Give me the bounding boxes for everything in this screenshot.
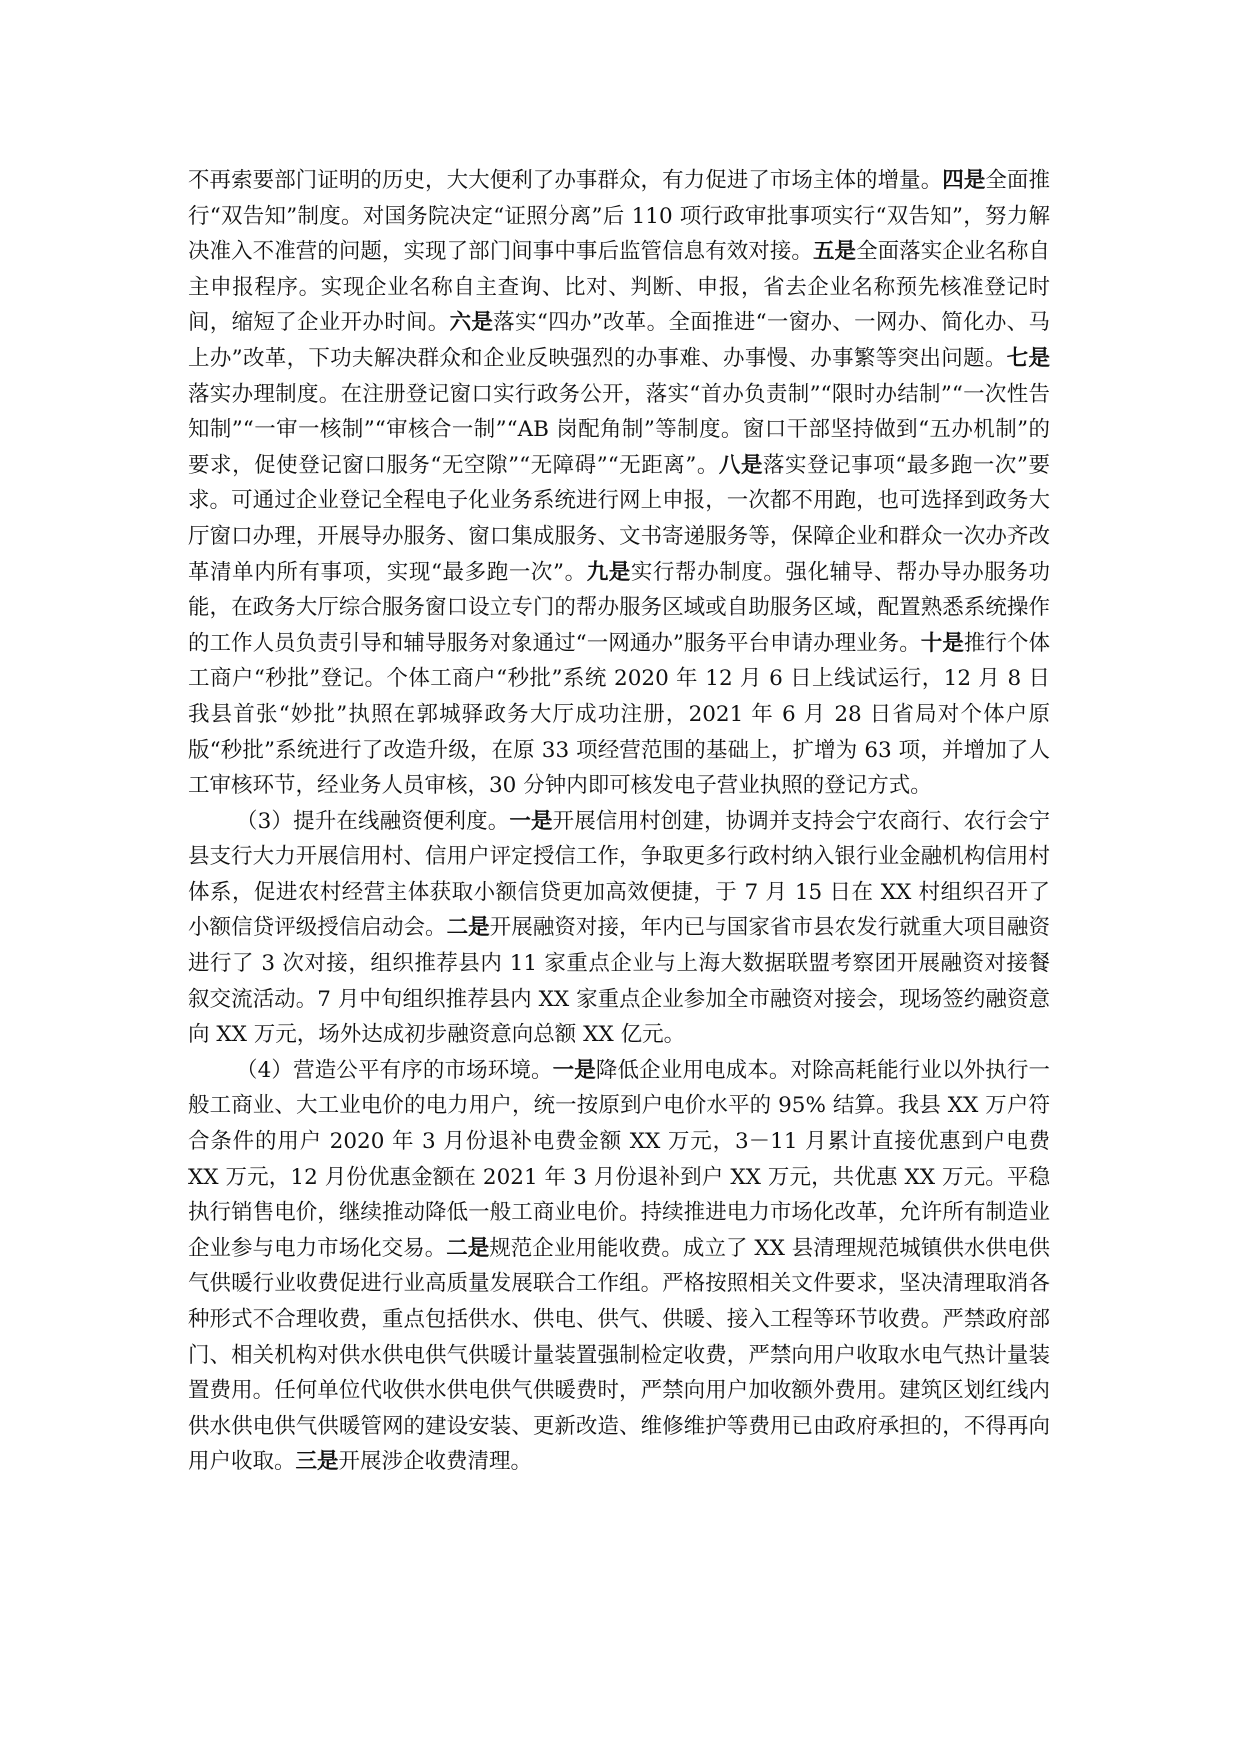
body-text: 全面落实企业名称自主申报程序。实现企业名称自主查询、比对、判断、申报，省去企业名称预先核准登记时间，缩短了企业开办时间。 [188, 239, 1050, 336]
ordinal-lead-text: 九是 [586, 559, 631, 585]
body-text: 落实办理制度。在注册登记窗口实行政务公开，落实“首办负责制”“限时办结制”“一次性告知制”“一审一核制”“审核合一制”“AB 岗配角制”等制度。窗口干部坚持做到“五办机制”的要求，促使登记窗口服务“无空隙”“无障碍”“无距离”。 [188, 381, 1050, 478]
ordinal-lead-text: 六是 [449, 310, 494, 336]
body-text: 落实登记事项“最多跑一次”要求。可通过企业登记全程电子化业务系统进行网上申报，一次都不用跑，也可选择到政务大厅窗口办理，开展导办服务、窗口集成服务、文书寄递服务等，保障企业和群众一次办齐改革清单内所有事项，实现“最多跑一次”。 [188, 452, 1050, 585]
body-text: 全面推行“双告知”制度。对国务院决定“证照分离”后 110 项行政审批事项实行“双告知”，努力解决准入不准营的问题，实现了部门间事中事后监管信息有效对接。 [188, 168, 1050, 265]
ordinal-lead-text: 五是 [812, 239, 857, 265]
paragraph-market-environment [188, 1053, 1050, 1480]
body-text: 降低企业用电成本。对除高耗能行业以外执行一般工商业、大工业电价的电力用户，统一按原到户电价水平的 95% 结算。我县 XX 万户符合条件的用户 2020 年 3 月份退补电费金额 XX 万元，3－11 月累计直接优惠到户电费 XX 万元，12 月份优惠金额在 2021 年 3 月份退补到户 XX 万元，共优惠 XX 万元。平稳执行销售电价，继续推动降低一般工商业电价。持续推进电力市场化改革，允许所有制造业企业参与电力市场化交易。 [188, 1057, 1050, 1261]
ordinal-lead-text: 八是 [718, 452, 763, 478]
body-text: 不再索要部门证明的历史，大大便利了办事群众，有力促进了市场主体的增量。 [188, 168, 943, 193]
body-text: （4）营造公平有序的市场环境。 [236, 1057, 553, 1083]
body-text: （3）提升在线融资便利度。 [236, 808, 510, 834]
body-text: 开展信用村创建，协调并支持会宁农商行、农行会宁县支行大力开展信用村、信用户评定授信工作，争取更多行政村纳入银行业金融机构信用村体系，促进农村经营主体获取小额信贷更加高效便捷，于 7 月 15 日在 XX 村组织召开了小额信贷评级授信启动会。 [188, 808, 1050, 941]
ordinal-lead-text: 十是 [920, 630, 964, 656]
ordinal-lead-text: 七是 [1006, 345, 1050, 371]
body-text: 实行帮办制度。强化辅导、帮办导办服务功能，在政务大厅综合服务窗口设立专门的帮办服务区域或自助服务区域，配置熟悉系统操作的工作人员负责引导和辅导服务对象通过“一网通办”服务平台申请办理业务。 [188, 559, 1050, 656]
paragraph-online-financing [188, 804, 1050, 1053]
ordinal-lead-text: 一是 [552, 1057, 596, 1083]
ordinal-lead-text: 二是 [446, 1235, 490, 1261]
ordinal-lead-text: 三是 [295, 1449, 339, 1475]
body-text: 落实“四办”改革。全面推进“一窗办、一网办、简化办、马上办”改革，下功夫解决群众和企业反映强烈的办事难、办事慢、办事繁等突出问题。 [188, 310, 1050, 371]
body-text: 开展涉企收费清理。 [338, 1449, 533, 1475]
paragraph-reform-measures [188, 163, 1050, 804]
body-text: 推行个体工商户“秒批”登记。个体工商户“秒批”系统 2020 年 12 月 6 日上线试运行，12 月 8 日我县首张“妙批”执照在郭城驿政务大厅成功注册，2021 年 6 月 28 日省局对个体户原版“秒批”系统进行了改造升级，在原 33 项经营范围的基础上，扩增为 63 项，并增加了人工审核环节，经业务人员审核，30 分钟内即可核发电子营业执照的登记方式。 [188, 630, 1050, 799]
ordinal-lead-text: 四是 [942, 168, 986, 193]
ordinal-lead-text: 二是 [446, 915, 490, 941]
ordinal-lead-text: 一是 [509, 808, 553, 834]
document-page [188, 163, 1050, 1480]
body-text: 开展融资对接，年内已与国家省市县农发行就重大项目融资进行了 3 次对接，组织推荐县内 11 家重点企业与上海大数据联盟考察团开展融资对接餐叙交流活动。7 月中旬组织推荐县内 XX 家重点企业参加全市融资对接会，现场签约融资意向 XX 万元，场外达成初步融资意向总额 XX 亿元。 [188, 915, 1050, 1048]
body-text: 规范企业用能收费。成立了 XX 县清理规范城镇供水供电供气供暖行业收费促进行业高质量发展联合工作组。严格按照相关文件要求，坚决清理取消各种形式不合理收费，重点包括供水、供电、供气、供暖、接入工程等环节收费。严禁政府部门、相关机构对供水供电供气供暖计量装置强制检定收费，严禁向用户收取水电气热计量装置费用。任何单位代收供水供电供气供暖费时，严禁向用户加收额外费用。建筑区划红线内供水供电供气供暖管网的建设安装、更新改造、维修维护等费用已由政府承担的，不得再向用户收取。 [188, 1235, 1050, 1475]
